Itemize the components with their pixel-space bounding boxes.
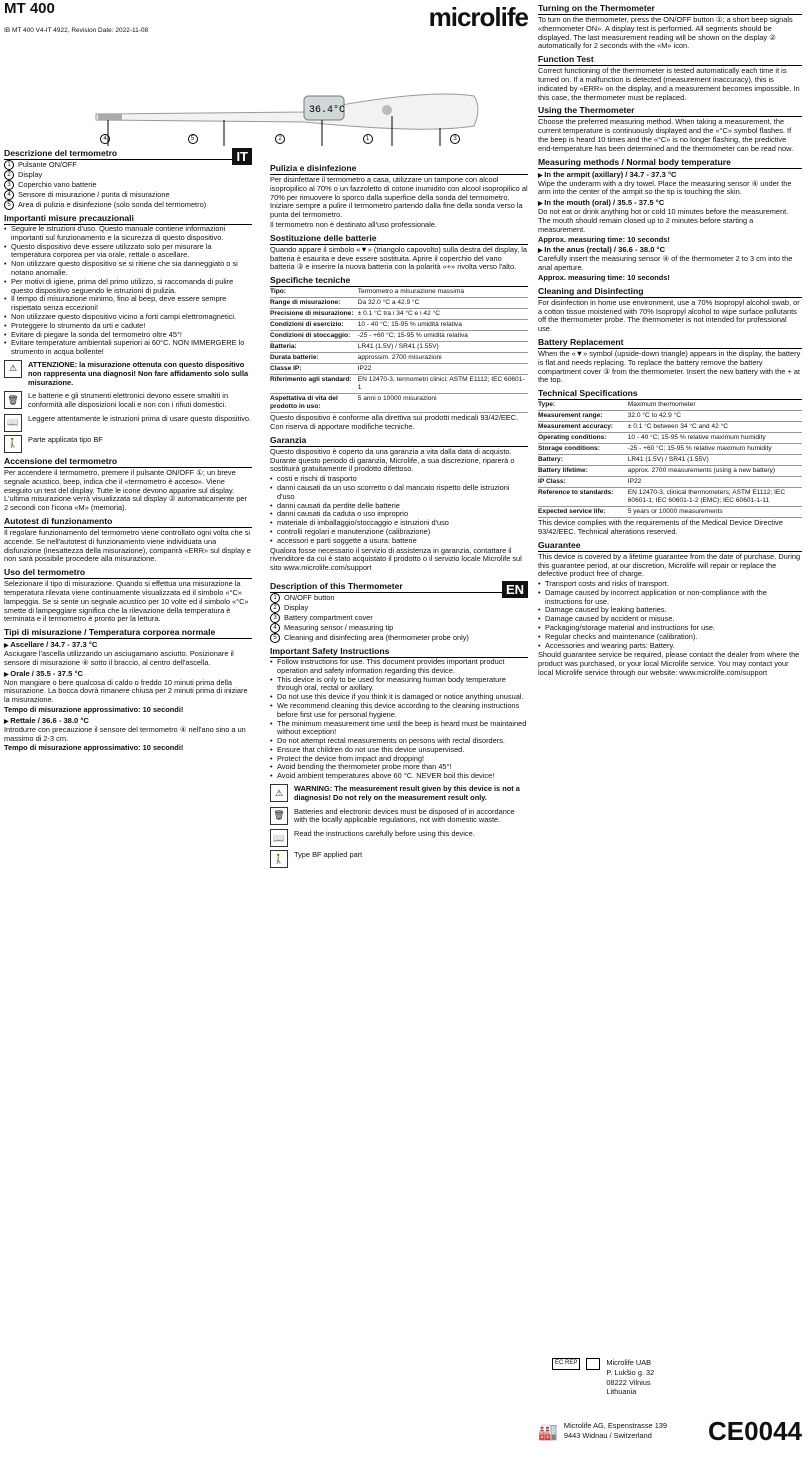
en-safety-list: • Follow instructions for use. This document provides important product operation and safety information regarding this device. • This device is only to be used for measuring human body temperature through oral, rectal or axillary. • Do not use this device if you think it is damaged or notice anything unusual. • We recommend cleaning this device according to the cleaning instructions before first use for personal hygiene. • The minimum measurement time until the beep is heard must be maintained without exception! • Do not attempt rectal measurements on persons with rectal disorders. • Ensure that children do not use this device unsupervised. • Protect the device from impact and dropping! • Avoid bending the thermometer probe more than 45°! • Avoid ambient temperatures above 60 °C. NEVER boil this device! — [270, 658, 528, 781]
it-desc-5: 5 Area di pulizia e disinfezione (solo sonda del termometro) — [4, 200, 252, 210]
en-method-rectal: ▶ In the anus (rectal) / 36.6 - 38.0 °C — [538, 245, 802, 254]
it-desc-4: 4 Sensore di misurazione / punta di misurazione — [4, 190, 252, 200]
warning-icon: ⚠ — [4, 360, 22, 378]
it-desc-title: Descrizione del termometro — [4, 148, 252, 160]
it-spec-title: Specifiche tecniche — [270, 275, 528, 287]
it-spec-table: Tipo: Termometro a misurazione massima Range di misurazione: Da 32.0 °C a 42.9 °C Precisione di misurazione: ± 0.1 °C tra i 34 °C e i 42 °C Condizioni di esercizio: 10 - 40 °C; 15-95 % umidità relativa Condizioni di stoccaggio: -25 - +60 °C; 15-95 % umidità relativa Batteria: LR41 (1.5V) / SR41 (1.55V) Durata batterie: approssim. 2700 misurazioni Classe IP: IP22 Riferimento agli standard: EN 12470-3, termometri clinici; ASTM E1112; IEC 60601-1 Aspettativa di vita del prodotto in uso: 5 anni o 10000 misurazioni — [270, 287, 528, 413]
column-3: Turning on the Thermometer To turn on the thermometer, press the ON/OFF button ①; a short beep signals «thermometer ON». A display test is performed. All segments should be displayed. The last measurement reading will be shown on the display ② automatically for 2 seconds with the «M» icon. Function Test Correct functioning of the thermometer is tested automatically each time it is turned on. If a malfunction is detected (measurement inaccuracy), this is indicated by «ERR» on the display, and a measurement becomes impossible. In this case, the thermometer must be replaced. Using the Thermometer Choose the preferred measuring method. When taking a measurement, the current temperature is continuously displayed and the «°C» symbol flashes. If the beep is heard 10 times and the «°C» is no longer flashing, the predictive end-temperature has been determined and the thermometer can be read now. Measuring methods / Normal body temperature ▶ In the armpit (axillary) / 34.7 - 37.3 °C Wipe the underarm with a dry towel. Place the measuring sensor ④ under the arm into the center of the armpit so the tip is touching the skin. ▶ In the mouth (oral) / 35.5 - 37.5 °C Do not eat or drink anything hot or cold 10 minutes before the measurement. The mouth should remain closed up to 2 minutes before starting a measurement. Approx. measuring time: 10 seconds! ▶ In the anus (rectal) / 36.6 - 38.0 °C Carefully insert the measuring sensor ④ of the thermometer 2 to 3 cm into the anal aperture. Approx. measuring time: 10 seconds! Cleaning and Disinfecting For disinfection in home use environment, use a 70% Isopropyl alcohol swab, or a cotton tissue moistened with 70% Isopropyl alcohol to wipe surface pollutants off the thermometer probe. The thermometer is not intended for professional use. Battery Replacement When the «▼» symbol (upside-down triangle) appears in the display, the battery is flat and needs replacing. To replace the battery remove the battery compartment cover ③ from the thermometer. Insert the new battery with the + at the top. Technical Specifications Type: Maximum thermometer Measurement range: 32.0 °C to 42.9 °C Measurement accuracy: ± 0.1 °C between 34 °C and 42 °C Operating conditions: 10 - 40 °C; 15-95 % relative maximum humidity Storage conditions: -25 - +60 °C; 15-95 % relative maximum humidity Battery: LR41 (1.5V) / SR41 (1.55V) Battery lifetime: approx. 2700 measurements (using a new battery) IP Class: IP22 Reference to standards: EN 12470-3, clinical thermometers; ASTM E1112; IEC 60601-1; IEC 60601-1-2 (EMC); IEC 60601-1-11 Expected service life: 5 years or 10000 measurements This device complies with the requirements of the Medical Device Directive 93/42/EEC. Technical alterations reserved. Guarantee This device is covered by a lifetime guarantee from the date of purchase. During this guarantee period, at our discretion, Microlife will repair or replace the defective product free of charge. • Transport costs and risks of transport. • Damage caused by incorrect application or non-compliance with the instructions for use. • Damage caused by leaking batteries. • Damage caused by accident or misuse. • Packaging/storage material and instructions for use. • Regular checks and maintenance (calibration). • Accessories and wearing parts: Battery. Should guarantee service be required, please contact the dealer from where the product was purchased, or your local Microlife service. You may contact your local Microlife service through our website: www.microlife.com/support EC REP Microlife UAB P. Lukšio g. 32 08222 Vilnius Lithuania 🏭 Microlife AG, Espenstrasse 139 9443 Widnau / Switzerland CE0044 — [538, 0, 802, 679]
it-on-text: Per accendere il termometro, premere il pulsante ON/OFF ①; un breve segnale acustico, beep, indica che il «termometro è acceso». Viene eseguito un test del display. Tutte le icone devono apparire sul display. L'ultima misurazione verrà visualizzata sul display ② automaticamente per 2 secondi con l'icona «M» (memoria). — [4, 467, 247, 513]
ec-rep-badge: EC REP — [552, 1358, 580, 1370]
lang-badge-en: EN — [502, 581, 528, 598]
it-safety-title: Importanti misure precauzionali — [4, 213, 252, 225]
it-desc-2: 2 Display — [4, 170, 252, 180]
en-clean-title: Cleaning and Disinfecting — [538, 286, 802, 298]
manufacturer-icon: 🏭 — [538, 1423, 558, 1441]
doc-header — [4, 0, 528, 34]
it-test-text: Il regolare funzionamento del termometro viene controllato ogni volta che si accende. Se nell'autotest di funzionamento viene individuata una disfunzione (inesattezza della misurazione), comparirà «ERR» sul display e non sarà possibile procedere alla misurazione. — [4, 527, 251, 564]
ce-mark: CE0044 — [708, 1416, 802, 1447]
thermometer-display: 36.4°C — [309, 105, 346, 116]
en-methods-title: Measuring methods / Normal body temperature — [538, 157, 802, 169]
model-title: MT 400 — [4, 0, 55, 17]
brand-logo: microlife — [428, 2, 528, 32]
thermometer-illustration — [4, 36, 528, 146]
it-batt-title: Sostituzione delle batterie — [270, 233, 528, 245]
thermometer-drawing — [96, 94, 478, 129]
column-2: Pulizia e disinfezione Per disinfettare il termometro a casa, utilizzare un tampone con alcool isopropilico al 70% o un fazzoletto di cotone inumidito con alcool isopropilico al 70% per rimuovere lo sporco dalla superficie della sonda del termometro. Iniziare sempre a pulire il termometro partendo dalla fine della sonda verso la punta del termometro. Il termometro non è destinato all'uso professionale. Sostituzione delle batterie Quando appare il simbolo «▼» (triangolo capovolto) sulla destra del display, la batteria è esaurita e deve essere sostituita. Aprire il coperchio del vano batteria ③ e inserire la nuova batteria con la polarità «+» rivolta verso l'alto. Specifiche tecniche Tipo: Termometro a misurazione massima Range di misurazione: Da 32.0 °C a 42.9 °C Precisione di misurazione: ± 0.1 °C tra i 34 °C e i 42 °C Condizioni di esercizio: 10 - 40 °C; 15-95 % umidità relativa Condizioni di stoccaggio: -25 - +60 °C; 15-95 % umidità relativa Batteria: LR41 (1.5V) / SR41 (1.55V) Durata batterie: approssim. 2700 misurazioni Classe IP: IP22 Riferimento agli standard: EN 12470-3, termometri clinici; ASTM E1112; IEC 60601-1 Aspettativa di vita del prodotto in uso: 5 anni o 10000 misurazioni Questo dispositivo è conforme alla direttiva sui prodotti medicali 93/42/EEC. Con riserva di apportare modifiche tecniche. Garanzia Questo dispositivo è coperto da una garanzia a vita dalla data di acquisto. Durante questo periodo di garanzia, Microlife, a sua discrezione, riparerà o sostituirà gratuitamente il prodotto difettoso. • costi e rischi di trasporto • danni causati da un uso scorretto o dal mancato rispetto delle istruzioni d'uso • danni causati da perdite delle batterie • danni causati da caduta o uso improprio • materiale di imballaggio/stoccaggio e istruzioni d'uso • controlli regolari e manutenzione (calibrazione) • accessori e parti soggette a usura: batterie Qualora fosse necessario il servizio di assistenza in garanzia, contattare il rivenditore da cui è stato acquistato il prodotto o il servizio locale Microlife sul sito www.microlife.com/support EN Description of this Thermometer 1 ON/OFF button 2 Display 3 Battery compartment cover 4 Measuring sensor / measuring tip 5 Cleaning and disinfecting area (thermometer probe only) Important Safety Instructions • Follow instructions for use. This document provides important product operation and safety information regarding this device. • This device is only to be used for measuring human body temperature through oral, rectal or axillary. • Do not use this device if you think it is damaged or notice anything unusual. • We recommend cleaning this device according to the cleaning instructions before first use for personal hygiene. • The minimum measurement time until the beep is heard must be maintained without exception! • Do not attempt rectal measurements on persons with rectal disorders. • Ensure that children do not use this device unsupervised. • Protect the device from impact and dropping! • Avoid bending the thermometer probe more than 45°! • Avoid ambient temperatures above 60 °C. NEVER boil this device! ⚠ WARNING: The measurement result given by this device is not a diagnosis! Do not rely on the measurement result only. 🗑 Batteries and electronic devices must be disposed of in accordance with the locally applicable regulations, not with domestic waste. 📖 Read the instructions carefully before using this device. 🚶 Type BF applied part — [270, 160, 528, 871]
read-manual-icon: 📖 — [4, 414, 22, 432]
callout-row — [100, 134, 460, 144]
weee-bin-icon: 🗑 — [270, 807, 288, 825]
en-warr-list: • Transport costs and risks of transport. • Damage caused by incorrect application or non-compliance with the instructions for use. • Damage caused by leaking batteries. • Damage caused by accident or misuse. • Packaging/storage material and instructions for use. • Regular checks and maintenance (calibration). • Accessories and wearing parts: Battery. — [538, 580, 802, 650]
manufacturer-eu-icon — [586, 1358, 600, 1370]
en-desc-2: 2 Display — [270, 603, 528, 613]
en-spec-title: Technical Specifications — [538, 388, 802, 400]
callout-1: 1 — [363, 134, 373, 144]
it-safety-list: • Seguire le istruzioni d'uso. Questo manuale contiene informazioni importanti sul funzionamento e la sicurezza di questo dispositivo. • Questo dispositivo deve essere utilizzato solo per misurare la temperatura corporea per via orale, rettale o ascellare. • Non utilizzare questo dispositivo se si ritiene che sia danneggiato o si notano anomalie. • Per motivi di igiene, prima del primo utilizzo, si raccomanda di pulire questo dispositivo seguendo le istruzioni di pulizia. • Il tempo di misurazione minimo, fino al beep, deve essere sempre rispettato senza eccezioni! • Non utilizzare questo dispositivo vicino a forti campi elettromagnetici. • Proteggere lo strumento da urti e cadute! • Evitare di piegare la sonda del termometro oltre 45°! • Evitare temperature ambientali superiori ai 60°C. NON IMMERGERE lo strumento in acqua bollente! — [4, 225, 252, 357]
it-warr-list: • costi e rischi di trasporto • danni causati da un uso scorretto o dal mancato rispetto delle istruzioni d'uso • danni causati da perdite delle batterie • danni causati da caduta o uso improprio • materiale di imballaggio/stoccaggio e istruzioni d'uso • controlli regolari e manutenzione (calibrazione) • accessori e parti soggette a usura: batterie — [270, 475, 528, 545]
doc-ref: IB MT 400 V4-IT 4922, Revision Date: 2022-11-08 — [4, 27, 149, 34]
en-use-title: Using the Thermometer — [538, 105, 802, 117]
it-method-axillary: ▶ Ascellare / 34.7 - 37.3 °C — [4, 640, 252, 649]
en-method-oral: ▶ In the mouth (oral) / 35.5 - 37.5 °C — [538, 198, 802, 207]
en-desc-3: 3 Battery compartment cover — [270, 613, 528, 623]
callout-2: 2 — [275, 134, 285, 144]
it-method-oral: ▶ Orale / 35.5 - 37.5 °C — [4, 669, 252, 678]
en-method-axillary: ▶ In the armpit (axillary) / 34.7 - 37.3 °C — [538, 170, 802, 179]
it-desc-1: 1 Pulsante ON/OFF — [4, 160, 232, 170]
en-safety-title: Important Safety Instructions — [270, 646, 528, 658]
bf-part-icon: 🚶 — [270, 850, 288, 868]
it-method-rectal: ▶ Rettale / 36.6 - 38.0 °C — [4, 716, 252, 725]
callout-4: 4 — [100, 134, 110, 144]
bf-part-icon: 🚶 — [4, 435, 22, 453]
en-spec-table: Type: Maximum thermometer Measurement range: 32.0 °C to 42.9 °C Measurement accuracy: ± 0.1 °C between 34 °C and 42 °C Operating conditions: 10 - 40 °C; 15-95 % relative maximum humidity Storage conditions: -25 - +60 °C; 15-95 % relative maximum humidity Battery: LR41 (1.5V) / SR41 (1.55V) Battery lifetime: approx. 2700 measurements (using a new battery) IP Class: IP22 Reference to standards: EN 12470-3, clinical thermometers; ASTM E1112; IEC 60601-1; IEC 60601-1-2 (EMC); IEC 60601-1-11 Expected service life: 5 years or 10000 measurements — [538, 400, 802, 518]
it-on-title: Accensione del termometro — [4, 456, 252, 468]
en-batt-title: Battery Replacement — [538, 337, 802, 349]
en-desc-4: 4 Measuring sensor / measuring tip — [270, 623, 528, 633]
en-on-title: Turning on the Thermometer — [538, 3, 802, 15]
en-warr-title: Guarantee — [538, 540, 802, 552]
it-use-text: Selezionare il tipo di misurazione. Quando si effettua una misurazione la temperatura rilevata viene continuamente visualizzata ed il simbolo «°C» lampeggia. Se si sente un segnale acustico per 10 volte ed il simbolo «°C» smette di lampeggiare significa che la rilevazione della temperatura è terminata e il termometro è pronto per la lettura. — [4, 579, 249, 624]
en-desc-1: 1 ON/OFF button — [270, 593, 502, 603]
callout-5: 5 — [188, 134, 198, 144]
footer: EC REP Microlife UAB P. Lukšio g. 32 08222 Vilnius Lithuania 🏭 Microlife AG, Espenstrasse 139 9443 Widnau / Switzerland CE0044 — [538, 1358, 802, 1447]
warning-icon: ⚠ — [270, 784, 288, 802]
it-section: IT Descrizione del termometro 1 Pulsante ON/OFF 2 Display 3 Coperchio vano batterie 4 Sensore di misurazione / punta di misurazione 5 Area di pulizia e disinfezione (solo sonda del termometro) Importanti misure precauzionali • Seguire le istruzioni d'uso. Questo manuale contiene informazioni importanti sul funzionamento e la sicurezza di questo dispositivo. • Questo dispositivo deve essere utilizzato solo per misurare la temperatura corporea per via orale, rettale o ascellare. • Non utilizzare questo dispositivo se si ritiene che sia danneggiato o si notano anomalie. • Per motivi di igiene, prima del primo utilizzo, si raccomanda di pulire questo dispositivo seguendo le istruzioni di pulizia. • Il tempo di misurazione minimo, fino al beep, deve essere sempre rispettato senza eccezioni! • Non utilizzare questo dispositivo vicino a forti campi elettromagnetici. • Proteggere lo strumento da urti e cadute! • Evitare di piegare la sonda del termometro oltre 45°! • Evitare temperature ambientali superiori ai 60°C. NON IMMERGERE lo strumento in acqua bollente! ⚠ ATTENZIONE: la misurazione ottenuta con questo dispositivo non rappresenta una diagnosi! Non fare affidamento solo sulla misurazione. 🗑 Le batterie e gli strumenti elettronici devono essere smaltiti in conformità alle disposizioni locali e non con i rifiuti domestici. 📖 Leggere attentamente le istruzioni prima di usare questo dispositivo. 🚶 Parte applicata tipo BF Accensione del termometro Per accendere il termometro, premere il pulsante ON/OFF ①; un breve segnale acustico, beep, indica che il «termometro è acceso». Viene eseguito un test del display. Tutte le icone devono apparire sul display. L'ultima misurazione verrà visualizzata sul display ② automaticamente per 2 secondi con l'icona «M» (memoria). Autotest di funzionamento Il regolare funzionamento del termometro viene controllato ogni volta che si accende. Se nell'autotest di funzionamento viene individuata una disfunzione (inesattezza della misurazione), comparirà «ERR» sul display e non sarà possibile procedere alla misurazione. Uso del termometro Selezionare il tipo di misurazione. Quando si effettua una misurazione la temperatura rilevata viene continuamente visualizzata ed il simbolo «°C» lampeggia. Se si sente un segnale acustico per 10 volte ed il simbolo «°C» smette di lampeggiare significa che la rilevazione della temperatura è terminata e il termometro è pronto per la lettura. Tipi di misurazione / Temperatura corporea normale ▶ Ascellare / 34.7 - 37.3 °C Asciugare l'ascella utilizzando un asciugamano asciutto. Posizionare il sensore di misurazione ④ sotto il braccio, al centro dell'ascella. ▶ Orale / 35.5 - 37.5 °C Non mangiare o bere qualcosa di caldo o freddo 10 minuti prima della misurazione. La bocca dovrà rimanere chiusa per 2 minuti prima di iniziare la misurazione. Tempo di misurazione approssimativo: 10 secondi! ▶ Rettale / 36.6 - 38.0 °C Introdurre con precauzione il sensore del termometro ④ nell'ano sino a un massimo di 2-3 cm. Tempo di misurazione approssimativo: 10 secondi! — [4, 148, 252, 753]
en-desc-5: 5 Cleaning and disinfecting area (thermometer probe only) — [270, 633, 528, 643]
callout-3: 3 — [450, 134, 460, 144]
en-test-title: Function Test — [538, 54, 802, 66]
it-warr-title: Garanzia — [270, 435, 528, 447]
en-desc-title: Description of this Thermometer — [270, 581, 528, 593]
en-section: EN Description of this Thermometer 1 ON/OFF button 2 Display 3 Battery compartment cover 4 Measuring sensor / measuring tip 5 Cleaning and disinfecting area (thermometer probe only) Important Safety Instructions • Follow instructions for use. This document provides important product operation and safety information regarding this device. • This device is only to be used for measuring human body temperature through oral, rectal or axillary. • Do not use this device if you think it is damaged or notice anything unusual. • We recommend cleaning this device according to the cleaning instructions before first use for personal hygiene. • The minimum measurement time until the beep is heard must be maintained without exception! • Do not attempt rectal measurements on persons with rectal disorders. • Ensure that children do not use this device unsupervised. • Protect the device from impact and dropping! • Avoid bending the thermometer probe more than 45°! • Avoid ambient temperatures above 60 °C. NEVER boil this device! ⚠ WARNING: The measurement result given by this device is not a diagnosis! Do not rely on the measurement result only. 🗑 Batteries and electronic devices must be disposed of in accordance with the locally applicable regulations, not with domestic waste. 📖 Read the instructions carefully before using this device. 🚶 Type BF applied part — [270, 581, 528, 868]
it-methods-title: Tipi di misurazione / Temperatura corporea normale — [4, 627, 252, 639]
it-use-title: Uso del termometro — [4, 567, 252, 579]
read-manual-icon: 📖 — [270, 829, 288, 847]
it-clean-title: Pulizia e disinfezione — [270, 163, 528, 175]
it-desc-3: 3 Coperchio vano batterie — [4, 180, 252, 190]
lang-badge-it: IT — [232, 148, 252, 165]
it-test-title: Autotest di funzionamento — [4, 516, 252, 528]
weee-bin-icon: 🗑 — [4, 391, 22, 409]
